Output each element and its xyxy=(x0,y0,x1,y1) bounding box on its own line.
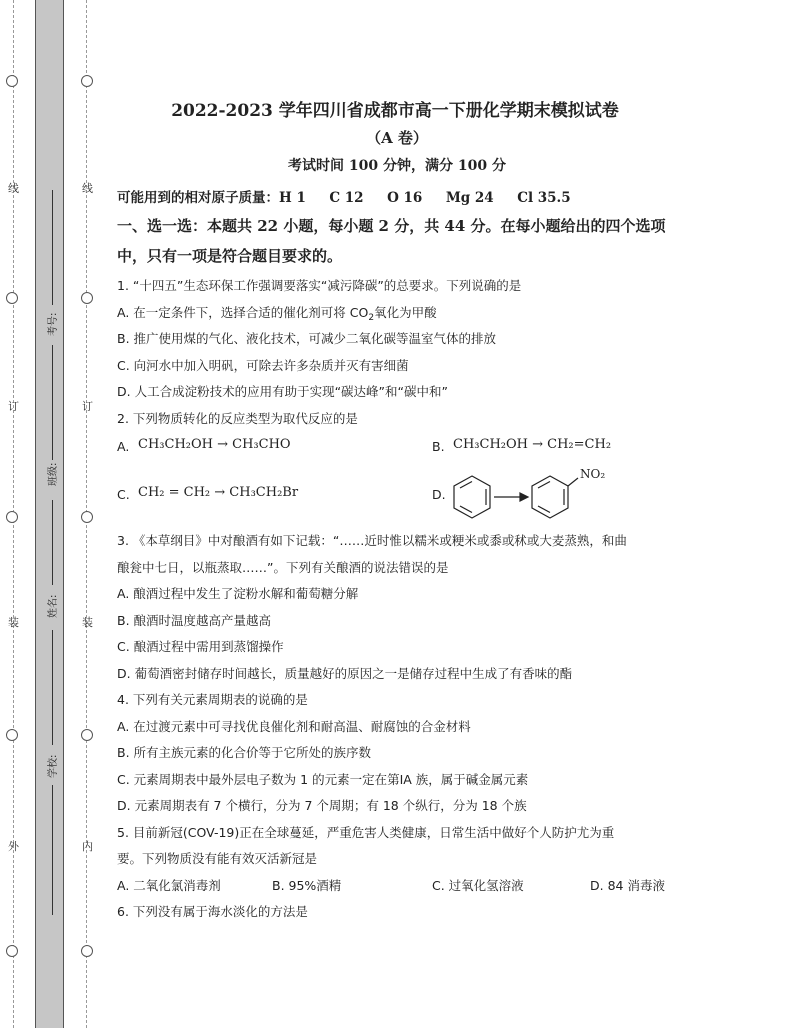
question-1-option-a xyxy=(117,303,437,323)
question-3-stem-line1: 3. 《本草纲目》中对酿酒有如下记载：“……近时惟以糯米或粳米或黍或秫或大麦蒸熟，和曲 xyxy=(117,533,627,548)
question-5-stem-line2: 要。下列物质没有能有效灭活新冠是 xyxy=(117,851,318,866)
question-2-option-a-formula: CH₃CH₂OH → CH₃CHO xyxy=(138,437,291,452)
nitro-group-label: NO₂ xyxy=(580,467,606,481)
margin-char-ding-outer: 订 xyxy=(8,400,19,413)
question-3-option-a: A. 酿酒过程中发生了淀粉水解和葡萄糖分解 xyxy=(117,586,359,601)
field-label-class: 班级: xyxy=(48,462,59,486)
margin-char-xian-inner: 线 xyxy=(82,182,93,195)
question-4-option-d: D. 元素周期表有 7 个横行，分为 7 个周期；有 18 个纵行，分为 18 个族 xyxy=(117,798,527,813)
binding-hole xyxy=(81,511,93,523)
option-a-text: A. 在一定条件下，选择合适的催化剂可将 CO xyxy=(117,305,369,320)
question-2-stem: 2. 下列物质转化的反应类型为取代反应的是 xyxy=(117,411,358,426)
binding-hole xyxy=(6,292,18,304)
margin-char-wai: 外 xyxy=(8,840,19,853)
atomic-masses: 可能用到的相对原子质量：H 1 C 12 O 16 Mg 24 Cl 35.5 xyxy=(117,190,571,206)
section-heading-line1: 一、选一选：本题共 22 小题，每小题 2 分，共 44 分。在每小题给出的四个选项 xyxy=(117,217,666,235)
option-a-text-end: 氧化为甲酸 xyxy=(374,305,437,320)
field-blank-line xyxy=(52,630,53,745)
question-2-option-c-formula: CH₂ = CH₂ → CH₃CH₂Br xyxy=(138,485,299,500)
question-2-option-c-label: C. xyxy=(117,487,130,502)
question-1-option-d: D. 人工合成淀粉技术的应用有助于实现“碳达峰”和“碳中和” xyxy=(117,384,448,399)
question-1-option-c: C. 向河水中加入明矾，可除去许多杂质并灭有害细菌 xyxy=(117,358,409,373)
section-heading-line2: 中，只有一项是符合题目要求的。 xyxy=(117,247,343,265)
margin-char-xian-outer: 线 xyxy=(8,182,19,195)
question-1-stem: 1. “十四五”生态环保工作强调要落实“减污降碳”的总要求。下列说确的是 xyxy=(117,278,522,293)
question-3-option-b: B. 酿酒时温度越高产量越高 xyxy=(117,613,272,628)
question-5-option-d: D. 84 消毒液 xyxy=(590,878,665,893)
margin-char-zhuang-outer: 装 xyxy=(8,616,19,629)
binding-hole xyxy=(6,945,18,957)
question-2-option-b-formula: CH₃CH₂OH → CH₂=CH₂ xyxy=(453,437,612,452)
question-4-option-b: B. 所有主族元素的化合价等于它所处的族序数 xyxy=(117,745,372,760)
margin-char-ding-inner: 订 xyxy=(82,400,93,413)
binding-hole xyxy=(6,75,18,87)
field-label-name: 姓名: xyxy=(48,594,59,618)
exam-subtitle: （A 卷） xyxy=(366,129,428,147)
question-1-option-b: B. 推广使用煤的气化、液化技术，可减少二氧化碳等温室气体的排放 xyxy=(117,331,497,346)
question-3-stem-line2: 酿瓮中七日，以瓶蒸取……”。下列有关酿酒的说法错误的是 xyxy=(117,560,449,575)
nitrobenzene-ring-icon xyxy=(532,476,568,518)
exam-time-info: 考试时间 100 分钟，满分 100 分 xyxy=(288,158,506,174)
binding-hole xyxy=(6,729,18,741)
question-2-option-d-label: D. xyxy=(432,487,446,502)
margin-char-nei: 内 xyxy=(82,840,93,853)
binding-hole xyxy=(81,945,93,957)
field-label-school: 学校: xyxy=(48,754,59,778)
margin-char-zhuang-inner: 装 xyxy=(82,616,93,629)
binding-hole xyxy=(81,75,93,87)
field-blank-line xyxy=(52,785,53,915)
question-5-option-c: C. 过氧化氢溶液 xyxy=(432,878,524,893)
question-5-option-a: A. 二氧化氯消毒剂 xyxy=(117,878,221,893)
field-blank-line xyxy=(52,500,53,585)
subscript: 2 xyxy=(368,313,375,323)
question-4-option-a: A. 在过渡元素中可寻找优良催化剂和耐高温、耐腐蚀的合金材料 xyxy=(117,719,471,734)
question-6-stem: 6. 下列没有属于海水淡化的方法是 xyxy=(117,904,308,919)
binding-hole xyxy=(6,511,18,523)
field-blank-line xyxy=(52,345,53,460)
binding-hole xyxy=(81,292,93,304)
binding-hole xyxy=(81,729,93,741)
question-3-option-d: D. 葡萄酒密封储存时间越长，质量越好的原因之一是储存过程中生成了有香味的酯 xyxy=(117,666,573,681)
question-2-option-a-label: A. xyxy=(117,439,130,454)
field-label-exam-number: 考号: xyxy=(48,312,59,336)
question-4-option-c: C. 元素周期表中最外层电子数为 1 的元素一定在第ⅠA 族，属于碱金属元素 xyxy=(117,772,529,787)
question-5-stem-line1: 5. 目前新冠(COV-19)正在全球蔓延，严重危害人类健康，日常生活中做好个人防护尤为重 xyxy=(117,825,615,840)
question-3-option-c: C. 酿酒过程中需用到蒸馏操作 xyxy=(117,639,284,654)
question-5-option-b: B. 95%酒精 xyxy=(272,878,342,893)
question-2-option-b-label: B. xyxy=(432,439,445,454)
exam-title: 2022-2023 学年四川省成都市高一下册化学期末模拟试卷 xyxy=(171,101,619,121)
field-blank-line xyxy=(52,190,53,305)
benzene-ring-icon xyxy=(454,476,490,518)
question-4-stem: 4. 下列有关元素周期表的说确的是 xyxy=(117,692,308,707)
